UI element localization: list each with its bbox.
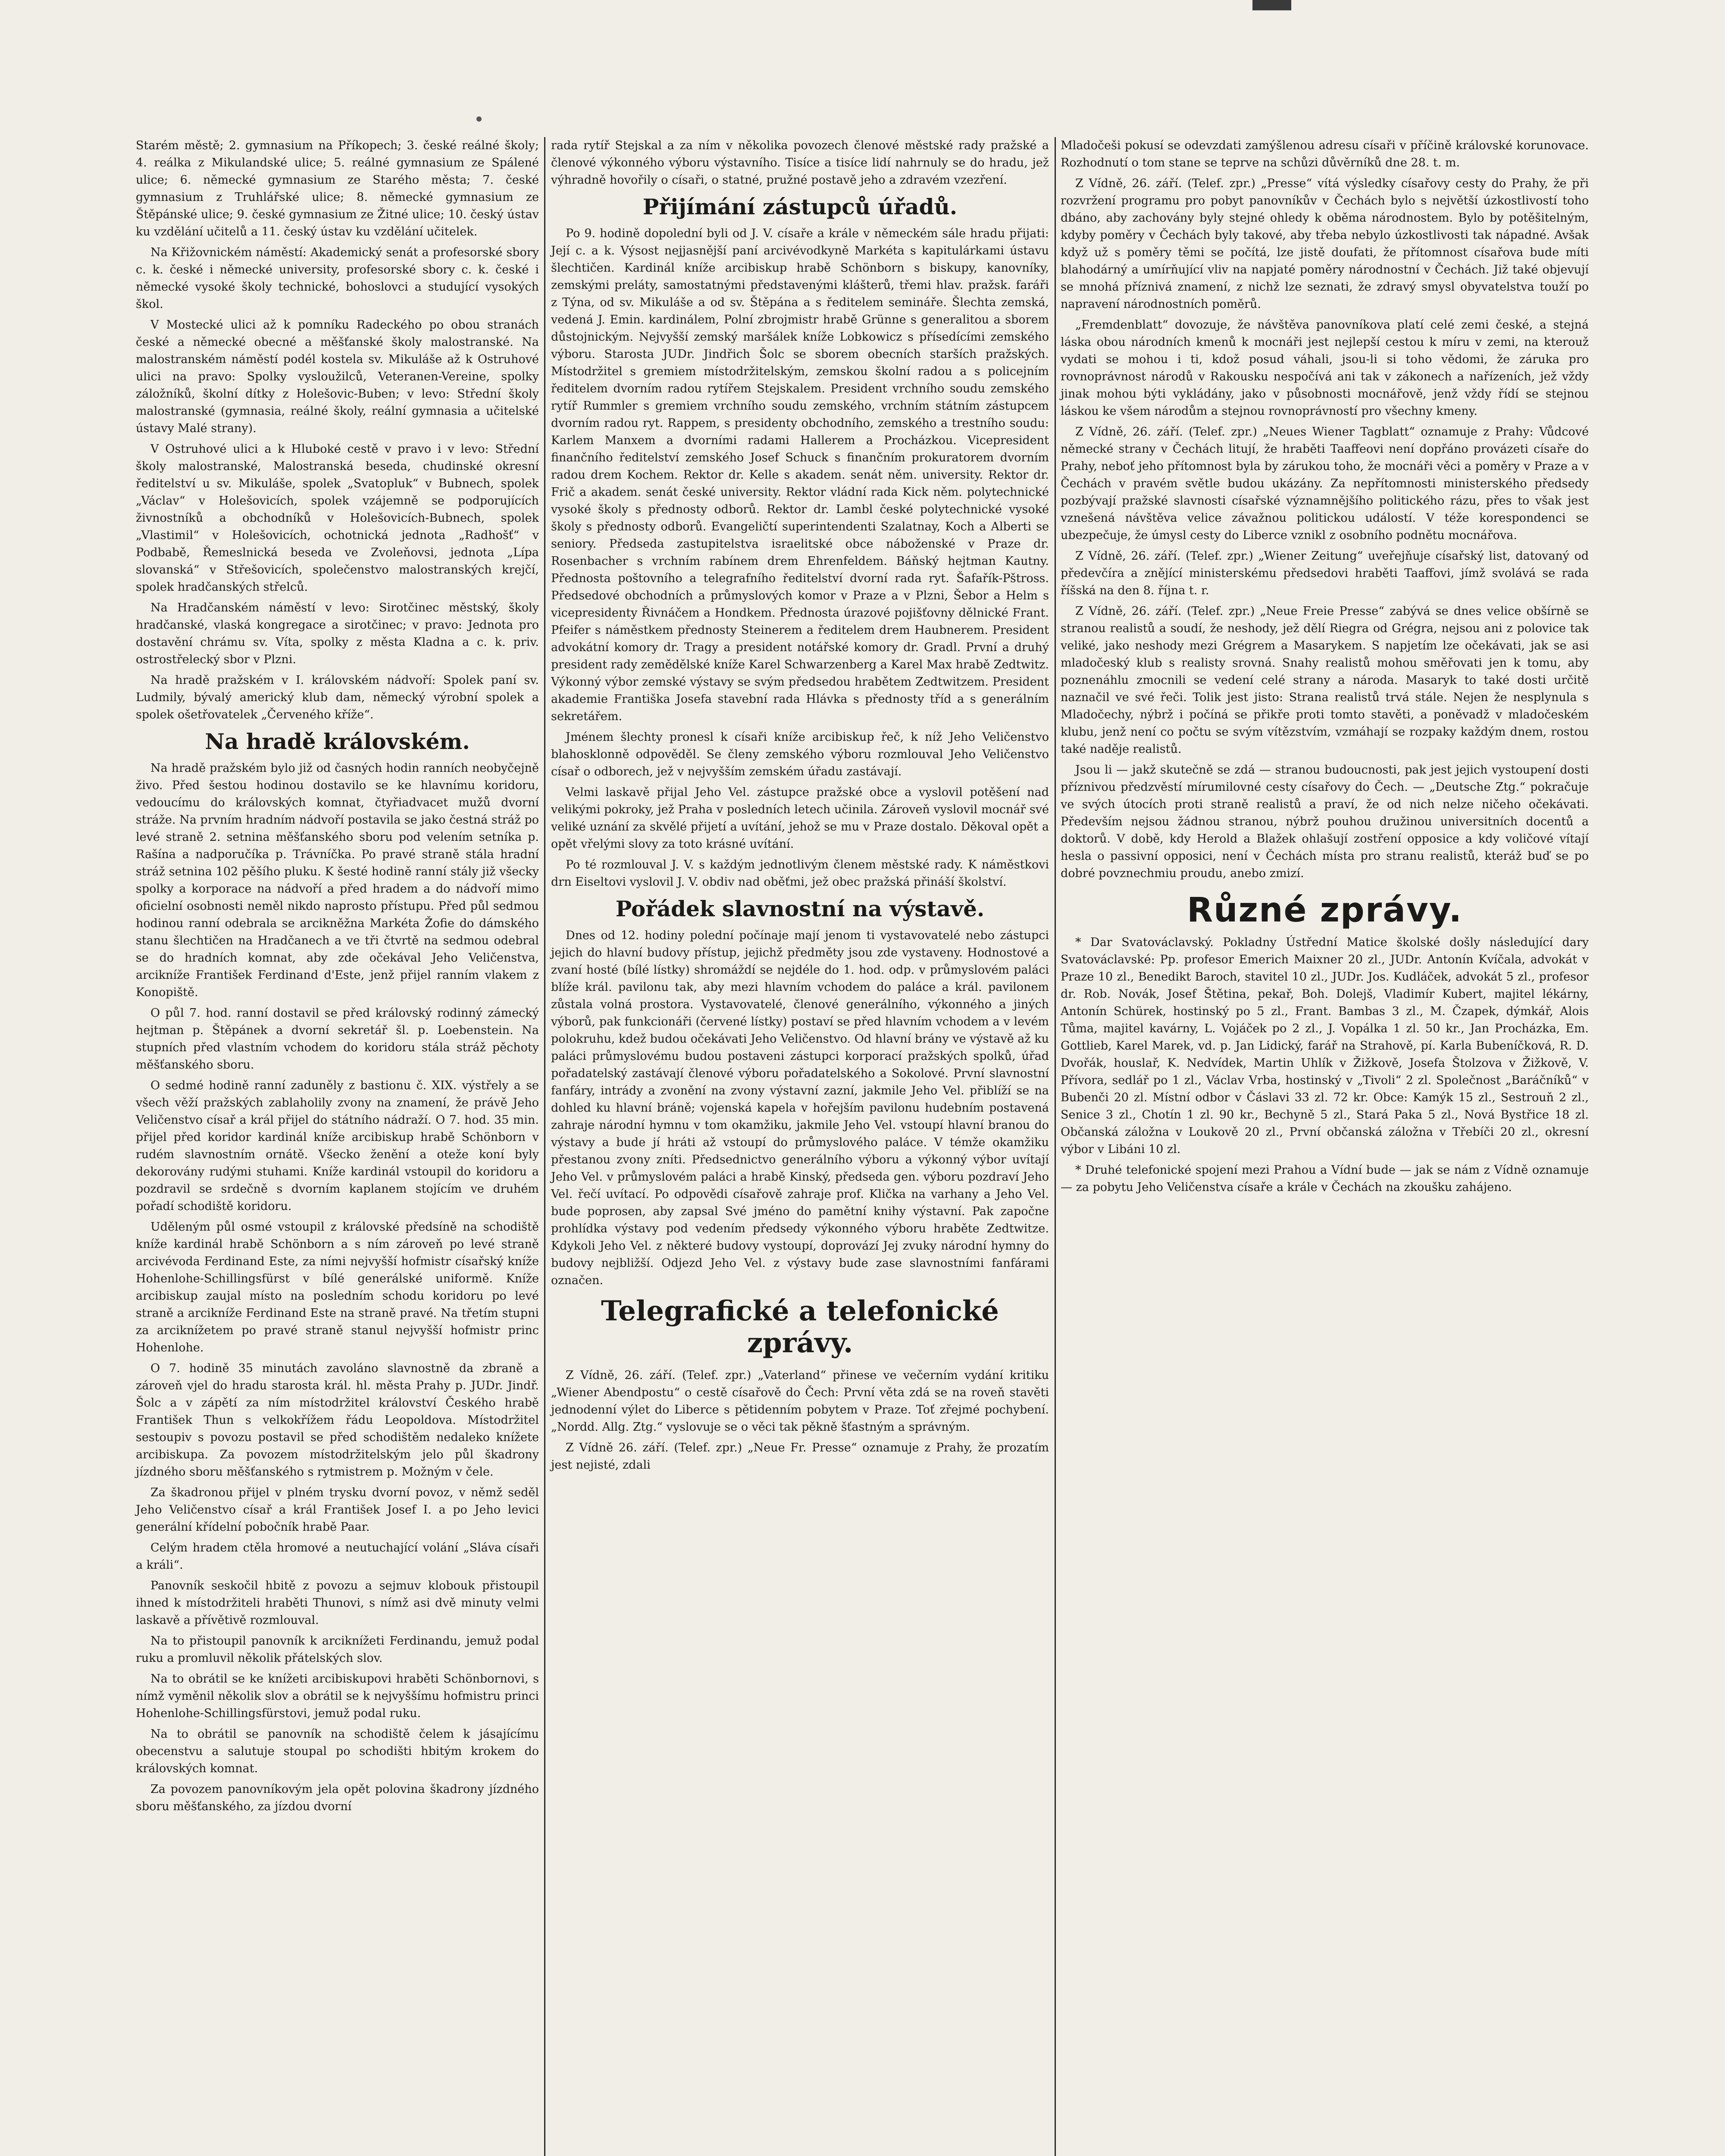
column-rule (544, 137, 545, 2156)
paragraph: Po té rozmlouval J. V. s každým jednotlivým členem městské rady. K náměstkovi drn Eiseltovi vyslovil J. V. obdiv nad oběťmi, jež obec pražská přináší školství. (551, 858, 1049, 889)
paragraph: Jménem šlechty pronesl k císaři kníže arcibiskup řeč, k níž Jeho Veličenstvo blahosklonně odpověděl. Se členy zemského výboru rozmlouval Jeho Veličenstvo císař o odborech, jež v nejvyšším zemském úřadu zastávají. (551, 730, 1049, 778)
paragraph: O půl 7. hod. ranní dostavil se před královský rodinný zámecký hejtman p. Štěpánek a dvorní sekretář šl. p. Loebenstein. Na stupních před vlastním vchodem do koridoru stála stráž pěchoty měšťanského sboru. (136, 1006, 539, 1072)
paragraph: O sedmé hodině ranní zaduněly z bastionu č. XIX. výstřely a se všech věží pražských zablaholily zvony na znamení, že právě Jeho Veličenstvo císař a král přijel do státního nádraží. O 7. hod. 35 min. přijel před koridor kardinál kníže arcibiskup hrabě Schönborn v rudém slavnostním ornátě. Všecko ženění a oteže koní byly dekorovány rudými stuhami. Kníže kardinál vstoupil do koridoru a pozdravil se srdečně s dvorním kaplanem stojícím ve druhém pořadí schodiště koridoru. (136, 1079, 539, 1213)
paragraph: Z Vídně, 26. září. (Telef. zpr.) „Vaterland“ přinese ve večerním vydání kritiku „Wiener Abendpostu“ o cestě císařově do Čech: První věta zdá se na roveň stavěti jednodenní výlet do Liberce s pětidenním pobytem v Praze. Toť zřejmé pochybení. „Nordd. Allg. Ztg.“ vyslovuje se o věci tak pěkně šťastným a správným. (551, 1369, 1049, 1434)
ink-speck (476, 116, 482, 122)
paragraph: Na Křižovnickém náměstí: Akademický senát a profesorské sbory c. k. české i německé university, profesorské sbory c. k. české i německé vysoké školy technické, bohoslovci a studující vysokých škol. (136, 246, 539, 311)
column-rule (1055, 137, 1056, 2156)
section-heading: Telegrafické a telefonické zprávy. (601, 1295, 999, 1359)
section-heading: Pořádek slavnostní na výstavě. (615, 896, 985, 921)
paragraph: Velmi laskavě přijal Jeho Vel. zástupce pražské obce a vyslovil potěšení nad velikými pokroky, jež Praha v posledních letech učinila. Zároveň vyslovil mocnář své veliké uznání za skvělé přijetí a uvítání, jehož se mu v Praze dostalo. Děkoval opět a opět vřelými slovy za toto krásné uvítání. (551, 786, 1049, 851)
column-2 (551, 137, 1049, 1477)
paragraph: Na to obrátil se panovník na schodiště čelem k jásajícímu obecenstvu a salutuje stoupal po schodišti hbitým krokem do královských komnat. (136, 1727, 539, 1775)
section-heading: Přijímání zástupců úřadů. (642, 194, 958, 219)
paragraph: Z Vídně, 26. září. (Telef. zpr.) „Presse“ vítá výsledky císařovy cesty do Prahy, že při rozvržení programu pro pobyt panovníkův v Čechách bylo s největší úzkostlivostí toho dbáno, aby zachovány byly stejné ohledy k oběma národnostem. Bylo by potěšitelným, kdyby poměry v Čechách byly takové, aby třeba nebylo úzkostlivosti tak nápadné. Avšak když už s poměry těmi se počítá, lze jistě doufati, že přítomnost císařova bude míti blahodárný a umírňující vliv na napjaté poměry národnostní v Čechách. Již také objevují se mnohá příznivá znamení, z nichž lze seznati, že zdravý smysl obyvatelstva touží po napravení národnostních poměrů. (1061, 177, 1589, 311)
paragraph: Panovník seskočil hbitě z povozu a sejmuv klobouk přistoupil ihned k místodržiteli hraběti Thunovi, s nímž asi dvě minuty velmi laskavě a přívětivě rozmlouval. (136, 1579, 539, 1627)
paragraph: Na Hradčanském náměstí v levo: Sirotčinec městský, školy hradčanské, vlaská kongregace a sirotčinec; v pravo: Jednota pro dostavění chrámu sv. Víta, spolky z města Kladna a c. k. priv. ostrostřelecký sbor v Plzni. (136, 601, 539, 666)
paragraph: Na to obrátil se ke knížeti arcibiskupovi hraběti Schönbornovi, s nímž vyměnil několik slov a obrátil se k nejvyššímu hofmistru princi Hohenlohe-Schillingsfürstovi, jemuž podal ruku. (136, 1672, 539, 1720)
paragraph: Uděleným půl osmé vstoupil z královské předsíně na schodiště kníže kardinál hrabě Schönborn a s ním zároveň po levé straně arcivévoda Ferdinand Este, za ními nejvyšší hofmistr císařský kníže Hohenlohe-Schillingsfürst v bílé generálské uniformě. Kníže arcibiskup zaujal místo na posledním schodu koridoru po levé straně a arcikníže Ferdinand Este na straně pravé. Na třetím stupni za arciknížetem po pravé straně stanul nejvyšší hofmistr princ Hohenlohe. (136, 1220, 539, 1354)
paragraph: Jsou li — jakž skutečně se zdá — stranou budoucnosti, pak jest jejich vystoupení dosti příznivou předzvěstí mírumilovné cesty císařovy do Čech. — „Deutsche Ztg.“ pokračuje ve svých útocích proti straně realistů a praví, že od nich nelze ničeho očekávati. Především nejsou žádnou stranou, nýbrž pouhou družinou universitních docentů a doktorů. V době, kdy Herold a Blažek ohlašují zostření opposice a kdy voličové vítají hesla o passivní opposici, není v Čechách místa pro stranu realistů, kteráž buď se po dobré povznechmiu proudu, anebo zmizí. (1061, 763, 1589, 880)
paragraph: Za povozem panovníkovým jela opět polovina škadrony jízdného sboru měšťanského, za jízdou dvorní (136, 1783, 539, 1813)
paragraph: rada rytíř Stejskal a za ním v několika povozech členové městské rady pražské a členové výkonného výboru výstavního. Tisíce a tisíce lidí nahrnuly se do hradu, jež výhradně hovořily o císaři, o statné, pružné postavě jeho a zdravém vzezření. (551, 139, 1049, 187)
paragraph: V Ostruhové ulici a k Hluboké cestě v pravo i v levo: Střední školy malostranské, Malostranská beseda, chudinské okresní ředitelství u sv. Mikuláše, spolek „Svatopluk“ v Bubnech, spolek „Václav“ v Holešovicích, spolek vzájemně se podporujících živnostníků a obchodníků v Holešovicích-Bubnech, spolek „Vlastimil“ v Holešovicích, ochotnická jednota „Radhošť“ v Podbabě, Řemeslnická beseda ve Zvoleňovsi, jednota „Lípa slovanská“ v Střešovicích, společenstvo malostranských krejčí, spolek hradčanských střelců. (136, 442, 539, 594)
paragraph: * Druhé telefonické spojení mezi Prahou a Vídní bude — jak se nám z Vídně oznamuje — za pobytu Jeho Veličenstva císaře a krále v Čechách na zkoušku zahájeno. (1061, 1163, 1589, 1194)
paragraph: Na hradě pražském v I. královském nádvoří: Spolek paní sv. Ludmily, bývalý americký klub dam, německý výrobní spolek a spolek ošetřovatelek „Červeného kříže“. (136, 674, 539, 721)
paragraph: Na to přistoupil panovník k arciknížeti Ferdinandu, jemuž podal ruku a promluvil několik přátelských slov. (136, 1634, 539, 1665)
section-heading: Různé zprávy. (1187, 891, 1463, 930)
paragraph: Po 9. hodině dopolední byli od J. V. císaře a krále v německém sále hradu přijati: Její c. a k. Výsost nejjasnější paní arcivévodkyně Markéta s kapitulárkami ústavu šlechtičen. Kardinál kníže arcibiskup hrabě Schönborn s biskupy, kanovníky, zemskými preláty, samostatnými představenými klášterů, třemi hlav. pražsk. faráři z Týna, od sv. Mikuláše a od sv. Štěpána a s ředitelem semináře. Šlechta zemská, vedená J. Emin. kardinálem, Polní zbrojmistr hrabě Grünne s generalitou a sborem důstojnickým. Nejvyšší zemský maršálek kníže Lobkowicz s přísedícími zemského výboru. Starosta JUDr. Jindřich Šolc se sborem obecních starších pražských. Místodržitel s gremiem místodržitelským, zemskou školní radou a s policejním ředitelem dvorním radou rytířem Stejskalem. President vrchního soudu zemského rytíř Rummler s gremiem vrchního soudu zemského, vrchním státním zástupcem dvorním radou ryt. Rappem, s presidenty obchodního, zemského a trestního soudu: Karlem Manxem a dvorními radami Hallerem a Procházkou. Vicepresident finančního ředitelství zemského Josef Schuck s finančním prokuratorem dvorním radou drem Kochem. Rektor dr. Kelle s akadem. senát něm. university. Rektor dr. Frič a akadem. senát české university. Rektor vládní rada Kick něm. polytechnické vysoké školy s přednosty odborů. Rektor dr. Lambl české polytechnické vysoké školy s přednosty odborů. Evangeličtí superintendenti Szalatnay, Koch a Alberti se seniory. Předseda zastupitelstva israelitské obce náboženské v Praze dr. Rosenbacher s vrchním rabínem drem Ehrenfeldem. Báňský hejtman Kautny. Přednosta poštovního a telegrafního ředitelství dvorní rada ryt. Šafařík-Pštross. Předsedové obchodních a průmyslových komor v Praze a v Plzni, Šebor a Helm s vicepresidenty Řivnáčem a Hondkem. Přednosta úrazové pojišťovny dělnické Frant. Pfeifer s náměstkem přednosty Steinerem a ředitelem drem Haubnerem. President advokátní komory dr. Tragy a president notářské komory dr. Gradl. První a druhý president rady zemědělské kníže Karel Schwarzenberg a Karel Max hrabě Zedtwitz. Výkonný výbor zemské výstavy se svým předsedou hrabětem Zedtwitzem. President akademie Františka Josefa stavební rada Hlávka s přednosty tříd a s generálním sekretářem. (551, 227, 1049, 723)
scan-mark (1252, 0, 1291, 10)
paragraph: O 7. hodině 35 minutách zavoláno slavnostně da zbraně a zároveň vjel do hradu starosta král. hl. města Prahy p. JUDr. Jindř. Šolc a v zápětí za ním místodržitel království Českého hrabě František Thun s velkokřížem řádu Leopoldova. Místodržitel sestoupiv s povozu postavil se před schodištěm nedaleko knížete arcibiskupa. Za povozem místodržitelským jelo půl škadrony jízdného sboru měšťanského s rytmistrem p. Možným v čele. (136, 1362, 539, 1479)
paragraph: Z Vídně, 26. září. (Telef. zpr.) „Neue Freie Presse“ zabývá se dnes velice obšírně se stranou realistů a soudí, že neshody, jež dělí Riegra od Grégra, nejsou ani z polovice tak veliké, jako neshody mezi Grégrem a Masarykem. S napjetím lze očekávati, jak se asi mladočeský klub s realisty srovná. Snahy realistů mohou směřovati jen k tomu, aby poznenáhlu zmocnili se vedení celé strany a národa. Masaryk to také dosti určitě naznačil ve své řeči. Tolik jest jisto: Strana realistů trvá stále. Nejen že nesplynula s Mladočechy, nýbrž i počíná se přikře proti tomto stavěti, a poněvadž v mladočeském klubu, jenž není co počtu se svým vítězstvím, vzmáhají se rozpaky každým dnem, rostou také naděje realistů. (1061, 605, 1589, 756)
paragraph: Z Vídně 26. září. (Telef. zpr.) „Neue Fr. Presse“ oznamuje z Prahy, že prozatím jest nejisté, zdali (551, 1441, 1049, 1472)
paragraph: Starém městě; 2. gymnasium na Příkopech; 3. české reálné školy; 4. reálka z Mikulandské ulice; 5. reálné gymnasium ze Spálené ulice; 6. německé gymnasium ze Starého města; 7. české gymnasium z Truhlářské ulice; 8. německé gymnasium ze Štěpánské ulice; 9. české gymnasium ze Žitné ulice; 10. český ústav ku vzdělání učitelů a 11. český ústav ku vzdělání učitelek. (136, 139, 539, 238)
section-heading: Na hradě královském. (205, 729, 470, 754)
paragraph: * Dar Svatováclavský. Pokladny Ústřední Matice školské došly následující dary Svatováclavské: Pp. profesor Emerich Maixner 20 zl., JUDr. Antonín Kvíčala, advokát v Praze 10 zl., Benedikt Baroch, stavitel 10 zl., JUDr. Jos. Kudláček, advokát 5 zl., profesor dr. Rob. Novák, Josef Štětina, pekař, Boh. Dolejš, Vladimír Kubert, majitel lékárny, Antonín Schürek, hostinský po 5 zl., Frant. Bambas 3 zl., M. Čzapek, dýmkář, Alois Tůma, majitel kavárny, L. Vojáček po 2 zl., J. Vopálka 1 zl. 50 kr., Jan Procházka, Em. Gottlieb, Karel Marek, vd. p. Jan Lidický, farář na Strahově, pí. Karla Bubeníčková, R. D. Dvořák, houslař, K. Nedvídek, Martin Uhlík v Žižkově, Josefa Štolzova v Žižkově, V. Přívora, sedlář po 1 zl., Václav Vrba, hostinský v „Tivoli“ 2 zl. Společnost „Baráčníků“ v Bubenči 20 zl. Místní odbor v Čáslavi 33 zl. 72 kr. Obce: Kamýk 15 zl., Sestrouň 2 zl., Senice 3 zl., Chotín 1 zl. 90 kr., Bechyně 5 zl., Stará Paka 5 zl., Nová Bystřice 18 zl. Občanská záložna v Loukově 20 zl., První občanská záložna v Třebíči 20 zl., okresní výbor v Libáni 10 zl. (1061, 936, 1589, 1156)
column-1 (136, 137, 539, 1819)
paragraph: V Mostecké ulici až k pomníku Radeckého po obou stranách české a německé obecné a měšťanské školy malostranské. Na malostranském náměstí podél kostela sv. Mikuláše až k Ostruhové ulici na pravo: Spolky vysloužilců, Veteranen-Vereine, spolky záložníků, školní dítky z Holešovic-Buben; v levo: Střední školy malostranské (gymnasia, reálné školy, reální gymnasia a učitelské ústavy Malé strany). (136, 318, 539, 435)
paragraph: Na hradě pražském bylo již od časných hodin ranních neobyčejně živo. Před šestou hodinou dostavilo se ke hlavnímu koridoru, vedoucímu do královských komnat, čtyřiadvacet mužů dvorní stráže. Na prvním hradním nádvoří postavila se jako čestná stráž po levé straně 2. setnina měšťanského sboru pod velením setníka p. Rašína a nadporučíka p. Trávníčka. Po pravé straně stála hradní stráž setnina 102 pěšího pluku. K šesté hodině ranní stály již všecky spolky a korporace na nádvoří a před hradem a do nádvoří mimo oficielní osobnosti neměl nikdo naprosto přístupu. Před půl sedmou hodinou ranní odebrala se arcikněžna Markéta Žofie do dámského stanu šlechtičen na Hradčanech a ve tři čtvrtě na sedmou odebral se do hradních komnat, aby zde očekával Jeho Veličenstva, arcikníže František Ferdinand d'Este, jenž přijel ranním vlakem z Konopiště. (136, 761, 539, 999)
paragraph: Dnes od 12. hodiny polední počínaje mají jenom ti vystavovatelé nebo zástupci jejich do hlavní budovy přístup, jejichž předměty jsou zde vystaveny. Hodnostové a zvaní hosté (bílé lístky) shromáždí se nejdéle do 1. hod. odp. v průmyslovém paláci blíže král. pavilonu tak, aby mezi hlavním vchodem do paláce a král. pavilonem zůstala volná prostora. Vystavovatelé, členové generálního, výkonného a jiných výborů, pak funkcionáři (červené lístky) postaví se před hlavním vchodem a v levém polokruhu, kdež budou očekávati Jeho Veličenstvo. Od hlavní brány ve výstavě až ku paláci průmyslovému budou postaveni zástupci korporací pražských spolků, úřad pořadatelský zastávají členové výboru pořadatelského a Sokolové. První slavnostní fanfáry, intrády a zvonění na zvony výstavní zazní, jakmile Jeho Vel. přiblíží se na dohled ku hlavní bráně; vojenská kapela v hořejším pavilonu hudebním postavená zahraje národní hymnu v tom okamžiku, jakmile Jeho Vel. vstoupí hlavní branou do výstavy a bude jí hráti až vstoupí do průmyslového paláce. V témže okamžiku přestanou zvony zníti. Předsednictvo generálního výboru a výkonný výbor uvítají Jeho Vel. v průmyslovém paláci a hrabě Kinský, předseda gen. výboru pozdraví Jeho Vel. řečí uvítací. Po odpovědi císařově zahraje prof. Klička na varhany a Jeho Vel. bude poprosen, aby zapsal Své jméno do pamětní knihy výstavní. Pak započne prohlídka výstavy pod vedením předsedy výkonného výboru hraběte Zedtwitze. Kdykoli Jeho Vel. z některé budovy vystoupí, doprovází Jej zvuky národní hymny do budovy nejbližší. Odjezd Jeho Vel. z výstavy bude zase slavnostními fanfárami označen. (551, 929, 1049, 1287)
paragraph: Za škadronou přijel v plném trysku dvorní povoz, v němž seděl Jeho Veličenstvo císař a král František Josef I. a po Jeho levici generální křídelní pobočník hrabě Paar. (136, 1486, 539, 1534)
paragraph: Z Vídně, 26. září. (Telef. zpr.) „Wiener Zeitung“ uveřejňuje císařský list, datovaný od předevčíra a znějící ministerskému předsedovi hraběti Taaffovi, jímž svolává se rada říšská na den 8. října t. r. (1061, 549, 1589, 597)
column-3 (1061, 137, 1589, 1200)
paragraph: Z Vídně, 26. září. (Telef. zpr.) „Neues Wiener Tagblatt“ oznamuje z Prahy: Vůdcové německé strany v Čechách litují, že hraběti Taaffeovi není dopřáno provázeti císaře do Prahy, neboť jeho přítomnost byla by zárukou toho, že mocnáři věci a poměry v Praze a v Čechách v pravém světle budou ukázány. Za nepřítomnosti ministerského předsedy pozbývají pražské slavnosti císařské významnějšího politického rázu, přes to však jest vznešená návštěva velice závažnou politickou událostí. V téže korespondenci se ubezpečuje, že úmysl cesty do Liberce vznikl z osobního podnětu mocnářova. (1061, 425, 1589, 542)
paragraph: Mladočeši pokusí se odevzdati zamýšlenou adresu císaři v příčině královské korunovace. Rozhodnutí o tom stane se teprve na schůzi důvěrníků dne 28. t. m. (1061, 139, 1589, 169)
paragraph: Celým hradem ctěla hromové a neutuchající volání „Sláva císaři a králi“. (136, 1541, 539, 1572)
paragraph: „Fremdenblatt“ dovozuje, že návštěva panovníkova platí celé zemi české, a stejná láska obou národních kmenů k mocnáři jest nejlepší cestou k míru v zemi, na kterouž vydati se mohou i ti, kdož posud váhali, jsou-li si toho vědomi, že záruka pro rovnoprávnost národů v Rakousku nespočívá ani tak v zákonech a nařízeních, jež vždy jinak mohou býti vykládány, jako v působnosti mocnářově, jenž vždy řídí se stejnou láskou ke všem národům a stejnou rovnoprávností pro všechny kmeny. (1061, 318, 1589, 418)
